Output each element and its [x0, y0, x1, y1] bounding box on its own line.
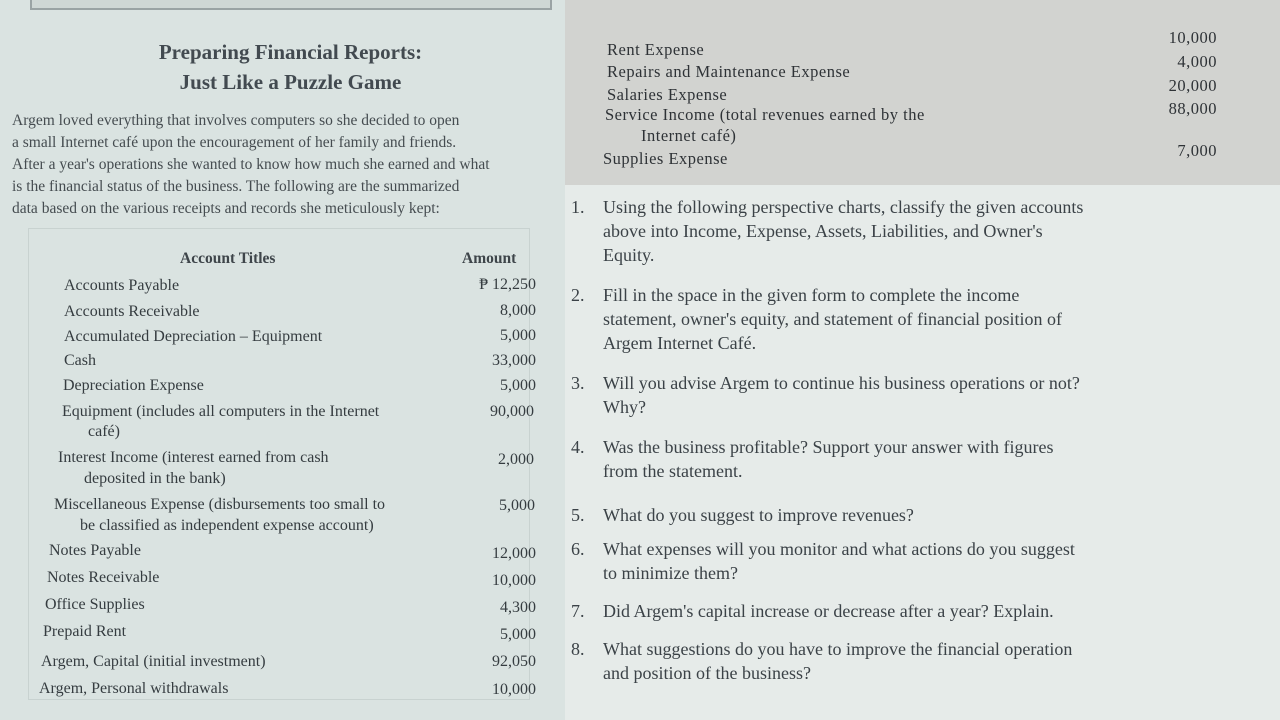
- account-title: Accounts Payable: [64, 277, 180, 294]
- account-title-continued: be classified as independent expense account): [80, 517, 374, 534]
- account-amount: 5,000: [499, 497, 535, 514]
- account-title-continued: deposited in the bank): [84, 470, 226, 487]
- question-number: 6.: [571, 539, 585, 559]
- page-title: Preparing Financial Reports:: [158, 40, 423, 64]
- question-item: [571, 195, 1253, 267]
- account-amount: 2,000: [498, 451, 534, 468]
- question-line: Will you advise Argem to continue his business operations or not?: [603, 373, 1080, 393]
- intro-line: Argem loved everything that involves computers so she decided to open: [12, 112, 460, 129]
- account-title: Interest Income (interest earned from cash: [58, 449, 329, 466]
- account-title: Argem, Capital (initial investment): [41, 653, 266, 670]
- question-line: What suggestions do you have to improve the financial operation: [603, 639, 1073, 659]
- intro-line: After a year's operations she wanted to know how much she earned and what: [12, 156, 490, 173]
- account-amount: 5,000: [500, 377, 536, 394]
- question-line: Argem Internet Café.: [603, 333, 757, 353]
- account-amount: 10,000: [1168, 28, 1217, 47]
- account-amount: 92,050: [492, 653, 536, 670]
- question-line: above into Income, Expense, Assets, Liabilities, and Owner's: [603, 221, 1043, 241]
- question-number: 5.: [571, 505, 585, 525]
- question-number: 4.: [571, 437, 585, 457]
- account-title: Notes Payable: [49, 542, 141, 559]
- intro-paragraph: [12, 110, 560, 220]
- account-title: Supplies Expense: [603, 149, 728, 168]
- account-title: Cash: [64, 352, 96, 369]
- account-amount: 7,000: [1177, 141, 1217, 160]
- page-top-border: [30, 0, 552, 10]
- account-amount: 10,000: [492, 572, 536, 589]
- account-amount: 20,000: [1168, 76, 1217, 95]
- accounts-table-continued: [565, 0, 1280, 185]
- question-line: Equity.: [603, 245, 655, 265]
- column-header-account: Account Titles: [180, 250, 276, 267]
- account-amount: 90,000: [490, 403, 534, 420]
- question-line: Fill in the space in the given form to complete the income: [603, 285, 1020, 305]
- question-line: Using the following perspective charts, classify the given accounts: [603, 197, 1084, 217]
- question-item: [571, 435, 1253, 483]
- question-line: Did Argem's capital increase or decrease after a year? Explain.: [603, 601, 1054, 621]
- question-number: 1.: [571, 197, 585, 217]
- account-amount: 5,000: [500, 327, 536, 344]
- question-item: [571, 283, 1253, 355]
- question-line: What do you suggest to improve revenues?: [603, 505, 914, 525]
- question-line: What expenses will you monitor and what actions do you suggest: [603, 539, 1075, 559]
- intro-line: is the financial status of the business. The following are the summarized: [12, 178, 460, 195]
- question-item: [571, 503, 1253, 527]
- account-title: Rent Expense: [607, 40, 705, 59]
- account-title-continued: café): [88, 423, 120, 440]
- question-number: 7.: [571, 601, 585, 621]
- question-item: [571, 637, 1253, 685]
- question-line: Was the business profitable? Support your answer with figures: [603, 437, 1054, 457]
- account-amount: ₱ 12,250: [479, 276, 536, 293]
- account-title: Service Income (total revenues earned by the: [605, 105, 925, 124]
- account-title: Depreciation Expense: [63, 377, 204, 394]
- account-title: Prepaid Rent: [43, 623, 127, 640]
- account-title: Accumulated Depreciation – Equipment: [64, 328, 323, 345]
- question-number: 2.: [571, 285, 585, 305]
- question-number: 8.: [571, 639, 585, 659]
- question-line: and position of the business?: [603, 663, 811, 683]
- question-line: statement, owner's equity, and statement of financial position of: [603, 309, 1062, 329]
- account-amount: 5,000: [500, 626, 536, 643]
- intro-line: data based on the various receipts and records she meticulously kept:: [12, 200, 440, 217]
- account-amount: 33,000: [492, 352, 536, 369]
- account-amount: 12,000: [492, 545, 536, 562]
- question-line: Why?: [603, 397, 646, 417]
- question-line: to minimize them?: [603, 563, 738, 583]
- account-amount: 4,000: [1177, 52, 1217, 71]
- account-amount: 8,000: [500, 302, 536, 319]
- question-line: from the statement.: [603, 461, 743, 481]
- account-title-continued: Internet café): [641, 126, 737, 145]
- question-item: [571, 599, 1253, 623]
- account-title: Repairs and Maintenance Expense: [607, 62, 851, 81]
- account-title: Notes Receivable: [47, 569, 160, 586]
- column-header-amount: Amount: [462, 250, 517, 267]
- left-page: [0, 0, 565, 720]
- page-subtitle: Just Like a Puzzle Game: [179, 70, 402, 94]
- question-item: [571, 537, 1253, 585]
- account-title: Equipment (includes all computers in the Internet: [62, 403, 380, 420]
- intro-line: a small Internet café upon the encouragement of her family and friends.: [12, 134, 457, 151]
- account-title: Accounts Receivable: [64, 303, 200, 320]
- account-title: Office Supplies: [45, 596, 145, 613]
- account-amount: 88,000: [1168, 99, 1217, 118]
- account-title: Salaries Expense: [607, 85, 728, 104]
- question-number: 3.: [571, 373, 585, 393]
- account-amount: 10,000: [492, 681, 536, 698]
- questions-section: [565, 185, 1280, 720]
- account-amount: 4,300: [500, 599, 536, 616]
- question-item: [571, 371, 1253, 419]
- account-title: Miscellaneous Expense (disbursements too small to: [54, 496, 386, 513]
- account-title: Argem, Personal withdrawals: [39, 680, 229, 697]
